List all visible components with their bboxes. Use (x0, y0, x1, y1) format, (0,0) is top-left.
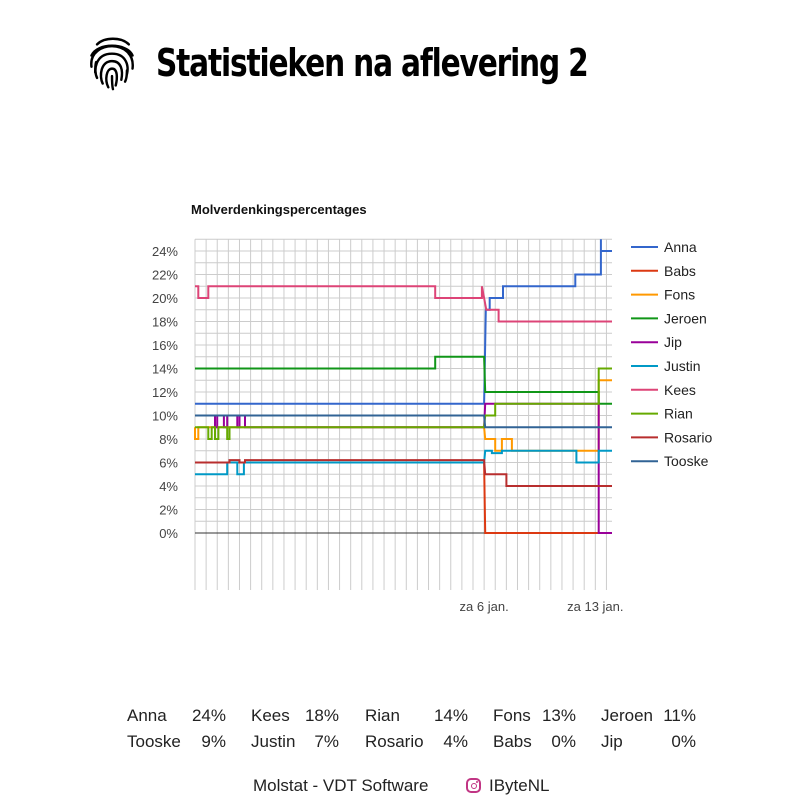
chart-legend (631, 239, 712, 469)
y-tick-label: 12% (151, 385, 178, 400)
page-title: Statistieken na aflevering 2 (156, 41, 588, 85)
x-tick-label: za 6 jan. (459, 599, 509, 614)
stat-value: 14% (433, 706, 468, 725)
stat-name: Kees (251, 706, 290, 725)
y-tick-label: 16% (151, 338, 178, 353)
stat-name: Fons (493, 706, 531, 725)
y-tick-label: 10% (151, 408, 178, 424)
legend-label: Anna (664, 239, 697, 255)
legend-label: Babs (664, 262, 696, 279)
series-line-rosario (195, 460, 612, 486)
stat-value: 7% (314, 732, 339, 751)
stat-name: Jip (601, 732, 623, 751)
stat-name: Tooske (127, 732, 181, 751)
legend-label: Justin (664, 358, 701, 374)
y-tick-label: 18% (151, 314, 178, 330)
y-axis-ticks (152, 244, 178, 541)
y-tick-label: 22% (151, 267, 178, 283)
series-line-kees (195, 286, 612, 321)
x-tick-label: za 13 jan. (567, 599, 624, 614)
chart-title: Molverdenkingspercentages (191, 202, 367, 217)
stat-value: 24% (191, 706, 226, 725)
stat-value: 13% (541, 706, 576, 725)
instagram-handle[interactable]: IByteNL (489, 776, 550, 795)
stat-value: 9% (201, 732, 226, 751)
stat-value: 11% (663, 706, 696, 725)
stat-name: Anna (127, 706, 167, 725)
legend-label: Tooske (664, 453, 709, 470)
y-tick-label: 8% (159, 432, 178, 447)
y-tick-label: 2% (159, 502, 178, 518)
stat-name: Jeroen (601, 706, 653, 725)
series-line-jip (195, 404, 612, 533)
series-line-tooske (195, 416, 612, 428)
y-tick-label: 4% (159, 479, 178, 494)
legend-label: Fons (664, 286, 696, 303)
stat-value: 0% (551, 732, 576, 751)
footer-credit: Molstat - VDT Software (253, 776, 429, 795)
instagram-icon (466, 778, 481, 793)
legend-label: Rosario (664, 429, 713, 446)
stat-name: Justin (251, 732, 296, 751)
y-tick-label: 14% (151, 361, 178, 377)
chart-series (195, 239, 612, 533)
stat-name: Rian (365, 706, 400, 725)
legend-label: Kees (664, 381, 696, 398)
y-tick-label: 24% (151, 244, 178, 259)
footer (0, 776, 800, 800)
stat-value: 4% (443, 732, 468, 751)
stat-name: Babs (493, 732, 532, 751)
stat-value: 0% (671, 732, 696, 751)
legend-label: Jip (664, 334, 682, 351)
legend-label: Rian (664, 405, 693, 422)
y-tick-label: 0% (159, 526, 178, 541)
x-axis-ticks (460, 599, 624, 614)
stat-value: 18% (304, 706, 339, 725)
y-tick-label: 20% (151, 291, 178, 306)
y-tick-label: 6% (159, 455, 178, 471)
stat-name: Rosario (365, 732, 424, 751)
legend-label: Jeroen (664, 310, 707, 327)
